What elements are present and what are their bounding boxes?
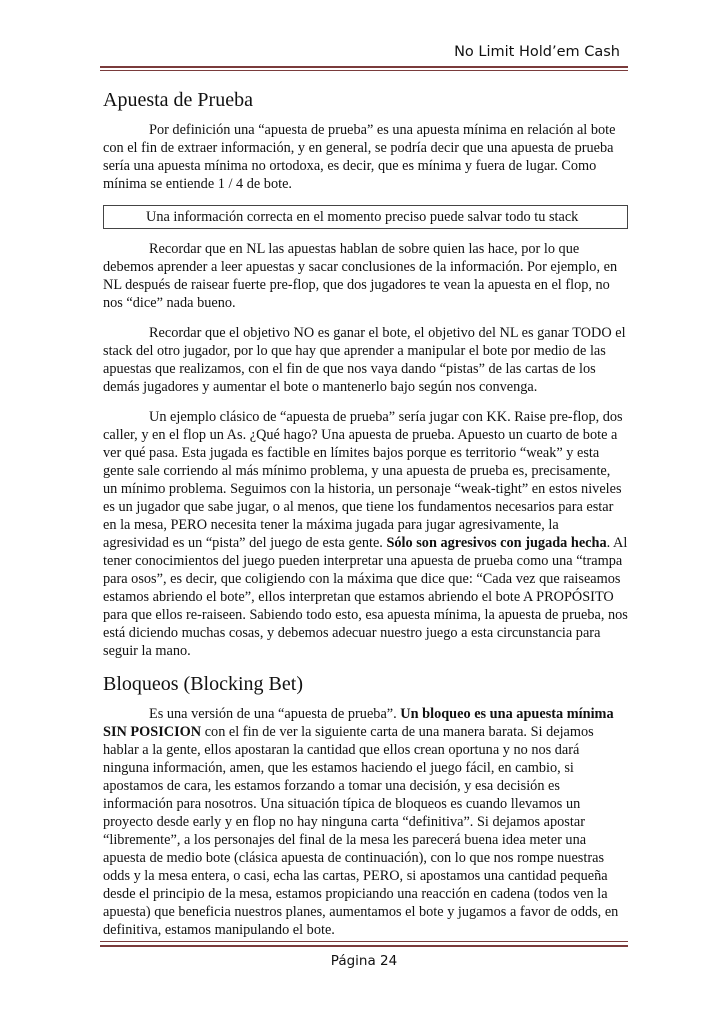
paragraph: Recordar que en NL las apuestas hablan de sobre quien las hace, por lo que debemos aprender a leer apuestas y sacar conclusiones de la información. Por ejemplo, en NL después de raisear fuerte pre-flop, que dos jugadores te vean la apuesta en el flop, no nos “dice” nada bueno.: [103, 241, 618, 311]
paragraph-text: Es una versión de una “apuesta de prueba”.: [149, 706, 401, 722]
page-number: Página 24: [330, 953, 398, 969]
paragraph-text: Un ejemplo clásico de “apuesta de prueba” sería jugar con KK. Raise pre-flop, dos caller, y en el flop un As. ¿Qué hago? Una apuesta de prueba. Apuesto un cuarto de bote a ver qué pasa. Esta jugada es factible en límites bajos porque es territorio “weak” y esta gente sale corriendo al más mínimo problema, y una apuesta de prueba es, precisamente, un mínimo problema. Seguimos con la historia, un personaje “weak-tight” en estos niveles es un jugador que sabe jugar, o al menos, que tiene los fundamentos necesarios para estar en la mesa, PERO necesita tener la máxima jugada para jugar agresivamente, la agresividad es un “pista” del juego de esta gente.: [103, 409, 623, 551]
bold-emphasis: Sólo son agresivos con jugada hecha: [386, 535, 607, 551]
footer-rule: [100, 945, 628, 947]
paragraph-text: con el fin de ver la siguiente carta de una manera barata. Si dejamos hablar a la gente, ellos apostaran la cantidad que ellos crean oportuna y no nos dará ninguna información, amen, que les estamos haciendo el juego fácil, en cambio, si apostamos de cara, les estamos forzando a tomar una decisión, y esa decisión es información para nosotros. Una situación típica de bloqueos es cuando llevamos un proyecto desde early y en flop no hay ninguna carta “definitiva”. Si dejamos apostar “libremente”, a los personajes del final de la mesa les parecerá buena idea meter una apuesta de medio bote (clásica apuesta de continuación), con lo que nos rompe nuestras odds y la mesa entera, o casi, echa las cartas, PERO, si apostamos una cantidad pequeña desde el principio de la mesa, estamos propiciando una reacción en cadena (todos ven la apuesta) que beneficia nuestros planes, aumentamos el bote y jugamos a favor de odds, en definitiva, estamos manipulando el bote.: [103, 724, 619, 938]
paragraph: [103, 705, 628, 939]
footer-rule-thin: [100, 941, 628, 942]
bold-emphasis: Un bloqueo es una apuesta mínima SIN POSICION: [103, 706, 614, 740]
paragraph: Por definición una “apuesta de prueba” es una apuesta mínima en relación al bote con el fin de extraer información, y en general, se podría decir que una apuesta de prueba sería una apuesta mínima no ortodoxa, es decir, que es mínima y fuera de lugar. Como mínima se entiende 1 / 4 de bote.: [103, 122, 616, 192]
section-heading-apuesta-de-prueba: Apuesta de Prueba: [103, 89, 253, 111]
header-rule-thin: [100, 70, 628, 71]
paragraph-text: . Al tener conocimientos del juego pueden interpretar una apuesta de prueba como una “trampa para osos”, es decir, que coligiendo con la máxima que dice que: “Cada vez que raiseamos estamos abriendo el bote”, ellos interpretan que estamos abriendo el bote A PROPÓSITO para que ellos re-raiseen. Sabiendo todo esto, esa apuesta mínima, la apuesta de prueba, nos está diciendo muchas cosas, y debemos adecuar nuestro juego a esta circunstancia para seguir la mano.: [103, 535, 628, 659]
header-title: No Limit Hold’em Cash: [454, 44, 620, 60]
header-rule: [100, 66, 628, 68]
paragraph: Recordar que el objetivo NO es ganar el bote, el objetivo del NL es ganar TODO el stack del otro jugador, por lo que hay que aprender a manipular el bote por medio de las apuestas que realizamos, con el fin de que nos vaya dando “pistas” de las cartas de los demás jugadores y aumentar el bote o mantenerlo bajo según nos convenga.: [103, 325, 626, 395]
section-heading-bloqueos: Bloqueos (Blocking Bet): [103, 673, 303, 695]
callout-box: Una información correcta en el momento preciso puede salvar todo tu stack: [103, 205, 628, 229]
page-body: [103, 88, 628, 951]
paragraph: [103, 408, 628, 660]
